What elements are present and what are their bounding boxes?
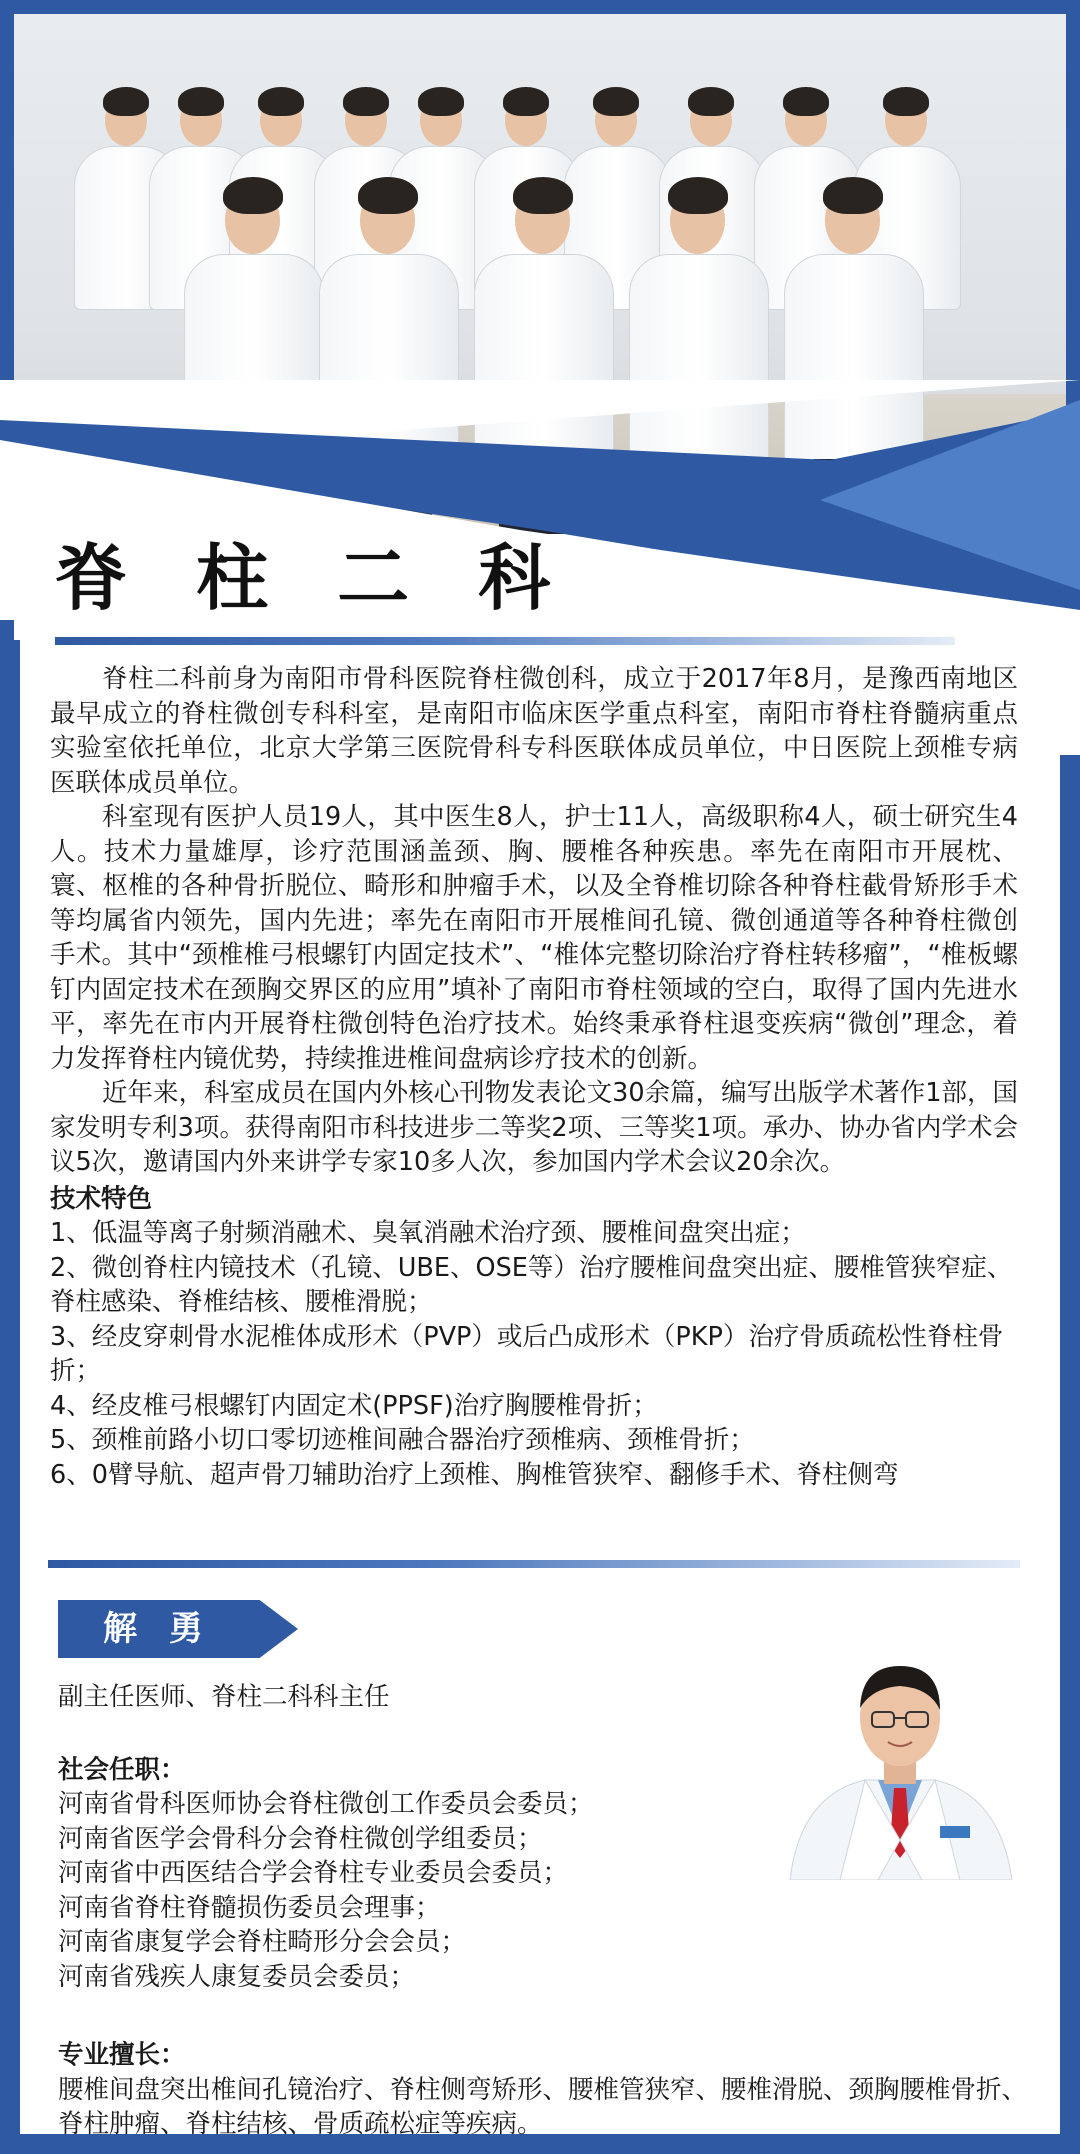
doctor-role: 副主任医师、脊柱二科科主任 [58, 1682, 390, 1712]
specialty-heading: 专业擅长： [58, 2040, 186, 2070]
tech-item: 4、经皮椎弓根螺钉内固定术(PPSF)治疗胸腰椎骨折； [50, 1390, 658, 1421]
tech-item: 6、0臂导航、超声骨刀辅助治疗上颈椎、胸椎管狭窄、翻修手术、脊柱侧弯 [50, 1459, 899, 1490]
doctor-info [58, 1680, 818, 1994]
page-title: 脊 柱 二 科 [55, 535, 573, 620]
social-item: 河南省医学会骨科分会脊柱微创学组委员； [58, 1823, 543, 1854]
divider-bottom [48, 1560, 1020, 1568]
social-heading: 社会任职： [58, 1754, 186, 1785]
intro-paragraph: 近年来，科室成员在国内外核心刊物发表论文30余篇，编写出版学术著作1部，国家发明专利3项。获得南阳市科技进步二等奖2项、三等奖1项。承办、协办省内学术会议5次，邀请国内外来讲学专家10多人次，参加国内学术会议20余次。 [50, 1078, 1018, 1177]
frame-left [0, 640, 20, 2154]
tech-item: 1、低温等离子射频消融术、臭氧消融术治疗颈、腰椎间盘突出症； [50, 1218, 806, 1248]
department-intro [50, 662, 1018, 1492]
frame-top [0, 0, 1080, 14]
social-item: 河南省中西医结合学会脊柱专业委员会委员； [58, 1858, 569, 1888]
tech-item: 3、经皮穿刺骨水泥椎体成形术（PVP）或后凸成形术（PKP）治疗骨质疏松性脊柱骨折； [50, 1321, 1004, 1386]
tech-heading: 技术特色 [50, 1183, 153, 1214]
tech-item: 2、微创脊柱内镜技术（孔镜、UBE、OSE等）治疗腰椎间盘突出症、腰椎管狭窄症、脊柱感染、脊椎结核、腰椎滑脱； [50, 1252, 1013, 1317]
divider-top [55, 637, 955, 645]
intro-paragraph: 脊柱二科前身为南阳市骨科医院脊柱微创科，成立于2017年8月，是豫西南地区最早成立的脊柱微创专科科室，是南阳市临床医学重点科室，南阳市脊柱脊髓病重点实验室依托单位，北京大学第三医院骨科专科医联体成员单位，中日医院上颈椎专病医联体成员单位。 [50, 664, 1018, 798]
intro-paragraph: 科室现有医护人员19人，其中医生8人，护士11人，高级职称4人，硕士研究生4人。技术力量雄厚，诊疗范围涵盖颈、胸、腰椎各种疾患。率先在南阳市开展枕、寰、枢椎的各种骨折脱位、畸形和肿瘤手术，以及全脊椎切除各种脊柱截骨矫形手术等均属省内领先，国内先进；率先在南阳市开展椎间孔镜、微创通道等各种脊柱微创手术。其中“颈椎椎弓根螺钉内固定技术”、“椎体完整切除治疗脊柱转移瘤”，“椎板螺钉内固定技术在颈胸交界区的应用”填补了南阳市脊柱领域的空白，取得了国内先进水平，率先在市内开展脊柱微创特色治疗技术。始终秉承脊柱退变疾病“微创”理念，着力发挥脊柱内镜优势，持续推进椎间盘病诊疗技术的创新。 [50, 802, 1018, 1074]
social-item: 河南省康复学会脊柱畸形分会会员； [58, 1927, 467, 1957]
doctor-portrait [780, 1630, 1020, 1880]
specialty-text: 腰椎间盘突出椎间孔镜治疗、脊柱侧弯矫形、腰椎管狭窄、腰椎滑脱、颈胸腰椎骨折、脊柱肿瘤、脊柱结核、骨质疏松症等疾病。 [58, 2074, 1028, 2139]
social-item: 河南省脊柱脊髓损伤委员会理事； [58, 1892, 441, 1923]
tech-item: 5、颈椎前路小切口零切迹椎间融合器治疗颈椎病、颈椎骨折； [50, 1425, 755, 1455]
doctor-name: 解 勇 [103, 1609, 213, 1649]
doctor-specialty [58, 2038, 1038, 2142]
social-item: 河南省骨科医师协会脊柱微创工作委员会委员； [58, 1789, 594, 1819]
social-item: 河南省残疾人康复委员会委员； [58, 1961, 416, 1992]
frame-right [1060, 755, 1080, 2154]
doctor-name-badge [58, 1600, 298, 1658]
